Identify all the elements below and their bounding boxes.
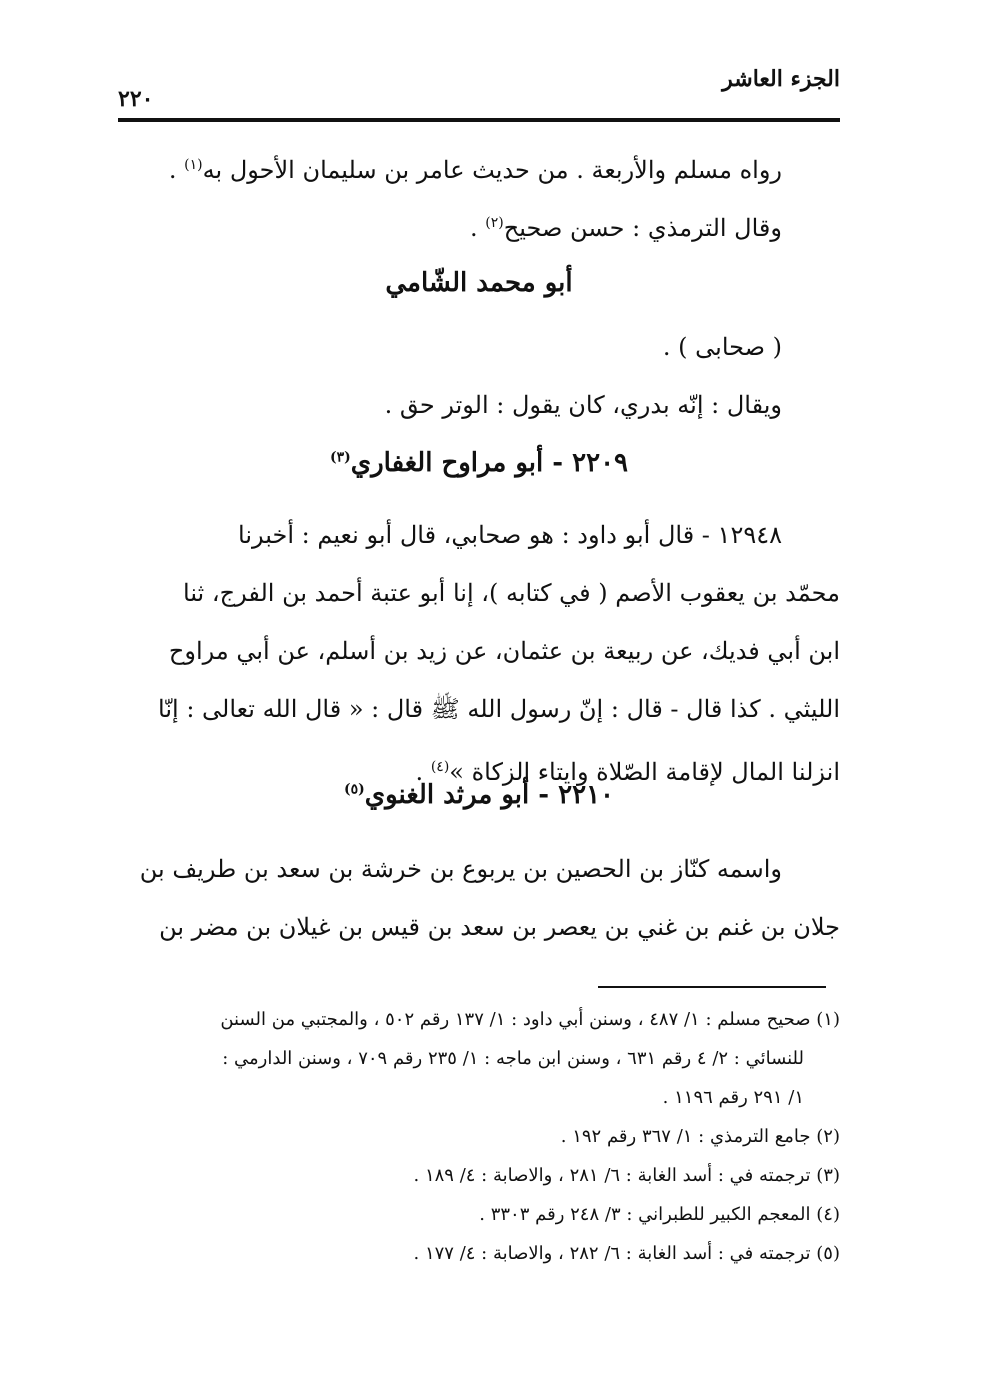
footnote-1: (١) صحيح مسلم : ١/ ٤٨٧ ، وسنن أبي داود : ١/ ١٣٧ رقم ٥٠٢ ، والمجتبي من السنن <box>220 1009 840 1030</box>
entry-heading-abu-muhammad: أبو محمد الشّامي <box>385 268 573 298</box>
text-line: واسمه كنّاز بن الحصين بن يربوع بن خرشة بن سعد بن طريف بن <box>139 855 782 883</box>
paragraph-hadith-12948 <box>118 506 840 796</box>
text-line: ويقال : إنّه بدري، كان يقول : الوتر حق . <box>384 391 782 419</box>
text-line: محمّد بن يعقوب الأصم ( في كتابه )، إنا أبو عتبة أحمد بن الفرج، ثنا <box>183 579 840 607</box>
page-header <box>118 60 840 122</box>
text-line: وقال الترمذي : حسن صحيح$^{(٢)}$ . <box>470 214 782 242</box>
footnote-marker: (١) <box>184 157 203 173</box>
text-line: ( صحابى ) . <box>662 333 782 361</box>
footnotes <box>118 1000 840 1273</box>
footnote-2: (٢) جامع الترمذي : ١/ ٣٦٧ رقم ١٩٢ . <box>560 1126 840 1147</box>
text-line: جلان بن غنم بن غني بن يعصر بن سعد بن قيس بن غيلان بن مضر بن <box>159 913 840 941</box>
paragraph-lineage <box>118 840 840 956</box>
footnote-marker: (٣) <box>329 449 351 466</box>
paragraph-narration <box>118 136 840 252</box>
header-rule <box>118 118 840 122</box>
footnote-5: (٥) ترجمته في : أسد الغابة : ٦/ ٢٨٢ ، والاصابة : ٤/ ١٧٧ . <box>413 1243 840 1264</box>
footnote-marker: (٢) <box>485 215 504 231</box>
running-title: الجزء العاشر <box>722 66 840 92</box>
page-number: ٢٢٠ <box>118 86 154 112</box>
footnote-1-continued: للنسائي : ٢/ ٤ رقم ٦٣١ ، وسنن ابن ماجه : ١/ ٢٣٥ رقم ٧٠٩ ، وسنن الدارمي : <box>222 1048 804 1069</box>
paragraph-entry-abu-muhammad <box>118 318 840 434</box>
text-line: رواه مسلم والأربعة . من حديث عامر بن سليمان الأحول به$^{(١)}$ . <box>168 156 782 184</box>
text-line: الليثي . كذا قال - قال : إنّ رسول الله ﷺ قال : « قال الله تعالى : إنّا <box>158 695 840 723</box>
footnote-3: (٣) ترجمته في : أسد الغابة : ٦/ ٢٨١ ، والاصابة : ٤/ ١٨٩ . <box>413 1165 840 1186</box>
footnote-1-continued: ١/ ٢٩١ رقم ١١٩٦ . <box>662 1087 804 1108</box>
text-line: ابن أبي فديك، عن ربيعة بن عثمان، عن زيد بن أسلم، عن أبي مراوح <box>168 637 840 665</box>
footnote-marker: (٤) <box>430 759 450 775</box>
footnote-separator <box>598 986 826 988</box>
footnote-marker: (٥) <box>343 781 365 798</box>
text-line: انزلنا المال لإقامة الصّلاة وايتاء الزكاة »$^{(٤)}$ . <box>415 758 840 786</box>
footnote-4: (٤) المعجم الكبير للطبراني : ٣/ ٢٤٨ رقم ٣٣٠٣ . <box>479 1204 840 1225</box>
text-line: ١٢٩٤٨ - قال أبو داود : هو صحابي، قال أبو نعيم : أخبرنا <box>238 521 782 549</box>
entry-heading-2210: ٢٢١٠ - أبو مرثد الغنوي$^{(٥)}$ <box>343 780 614 810</box>
entry-heading-2209: ٢٢٠٩ - أبو مراوح الغفاري$^{(٣)}$ <box>329 448 629 478</box>
